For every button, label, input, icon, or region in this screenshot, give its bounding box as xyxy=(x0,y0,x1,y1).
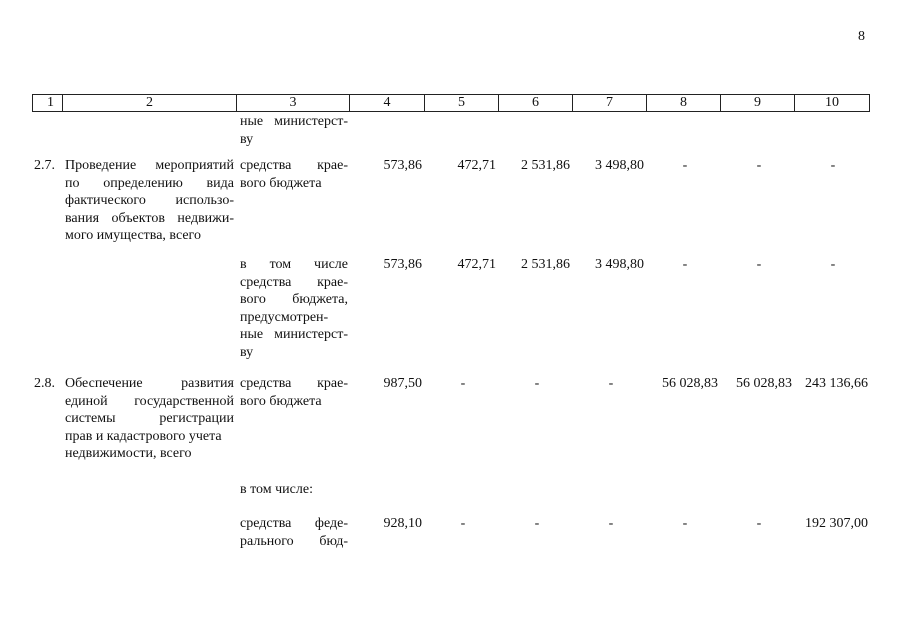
cell-col-10: 192 307,00 xyxy=(805,516,868,531)
source-line: ные министерст- xyxy=(240,114,348,129)
source-line: рального бюд- xyxy=(240,533,348,549)
header-col-4: 4 xyxy=(350,95,425,112)
name-line: Проведение мероприятий xyxy=(65,158,234,173)
row-source xyxy=(240,375,348,410)
header-col-5: 5 xyxy=(425,95,499,112)
cell-col-6: - xyxy=(534,516,540,531)
source-line: вого бюджета xyxy=(240,393,322,409)
name-line: прав и кадастрового учета xyxy=(65,428,222,444)
page-number: 8 xyxy=(858,29,865,44)
header-col-8: 8 xyxy=(647,95,721,112)
row-source: в том числе: xyxy=(240,482,313,497)
cell-col-6: 2 531,86 xyxy=(521,257,570,272)
row-source xyxy=(240,157,348,192)
cell-col-6: - xyxy=(534,376,540,391)
source-line: средства феде- xyxy=(240,516,348,531)
source-line: ву xyxy=(240,344,254,360)
header-col-2: 2 xyxy=(63,95,237,112)
row-name xyxy=(65,375,234,463)
row-source xyxy=(240,515,348,550)
cell-col-5: - xyxy=(460,376,466,391)
cell-col-7: - xyxy=(608,376,614,391)
row-name xyxy=(65,157,234,245)
header-col-9: 9 xyxy=(721,95,795,112)
row-number: 2.7. xyxy=(34,158,55,173)
cell-col-10: - xyxy=(830,257,836,272)
cell-col-4: 573,86 xyxy=(383,257,422,272)
source-line: ные министерст- xyxy=(240,327,348,342)
cell-col-8: 56 028,83 xyxy=(662,376,718,391)
cell-col-8: - xyxy=(682,158,688,173)
name-line: системы регистрации xyxy=(65,411,234,426)
continued-source-text xyxy=(240,113,348,148)
cell-col-4: 987,50 xyxy=(383,376,422,391)
source-line: предусмотрен- xyxy=(240,309,329,325)
cell-col-7: - xyxy=(608,516,614,531)
source-line: вого бюджета xyxy=(240,175,322,191)
source-line: средства крае- xyxy=(240,376,348,391)
name-line: фактического использо- xyxy=(65,193,234,208)
cell-col-8: - xyxy=(682,516,688,531)
header-col-1: 1 xyxy=(33,95,63,112)
cell-col-4: 573,86 xyxy=(383,158,422,173)
cell-col-10: - xyxy=(830,158,836,173)
header-col-7: 7 xyxy=(573,95,647,112)
cell-col-9: - xyxy=(756,158,762,173)
source-line: средства крае- xyxy=(240,274,348,290)
cell-col-4: 928,10 xyxy=(383,516,422,531)
cell-col-6: 2 531,86 xyxy=(521,158,570,173)
cell-col-10: 243 136,66 xyxy=(805,376,868,391)
cell-col-9: - xyxy=(756,257,762,272)
source-line: в том числе xyxy=(240,257,348,272)
source-line: вого бюджета, xyxy=(240,292,348,307)
name-line: по определению вида xyxy=(65,175,234,191)
cell-col-9: - xyxy=(756,516,762,531)
header-col-10: 10 xyxy=(795,95,870,112)
table-header-row xyxy=(32,94,870,112)
header-col-3: 3 xyxy=(237,95,350,112)
cell-col-9: 56 028,83 xyxy=(736,376,792,391)
cell-col-5: 472,71 xyxy=(457,158,496,173)
name-line: Обеспечение развития xyxy=(65,376,234,391)
row-number: 2.8. xyxy=(34,376,55,391)
source-line: ву xyxy=(240,131,254,147)
name-line: единой государственной xyxy=(65,393,234,409)
name-line: недвижимости, всего xyxy=(65,446,192,461)
cell-col-7: 3 498,80 xyxy=(595,257,644,272)
row-source xyxy=(240,256,348,361)
cell-col-7: 3 498,80 xyxy=(595,158,644,173)
name-line: вания объектов недвижи- xyxy=(65,210,234,226)
cell-col-5: 472,71 xyxy=(457,257,496,272)
header-col-6: 6 xyxy=(499,95,573,112)
cell-col-8: - xyxy=(682,257,688,272)
source-line: средства крае- xyxy=(240,158,348,173)
name-line: мого имущества, всего xyxy=(65,228,201,243)
cell-col-5: - xyxy=(460,516,466,531)
